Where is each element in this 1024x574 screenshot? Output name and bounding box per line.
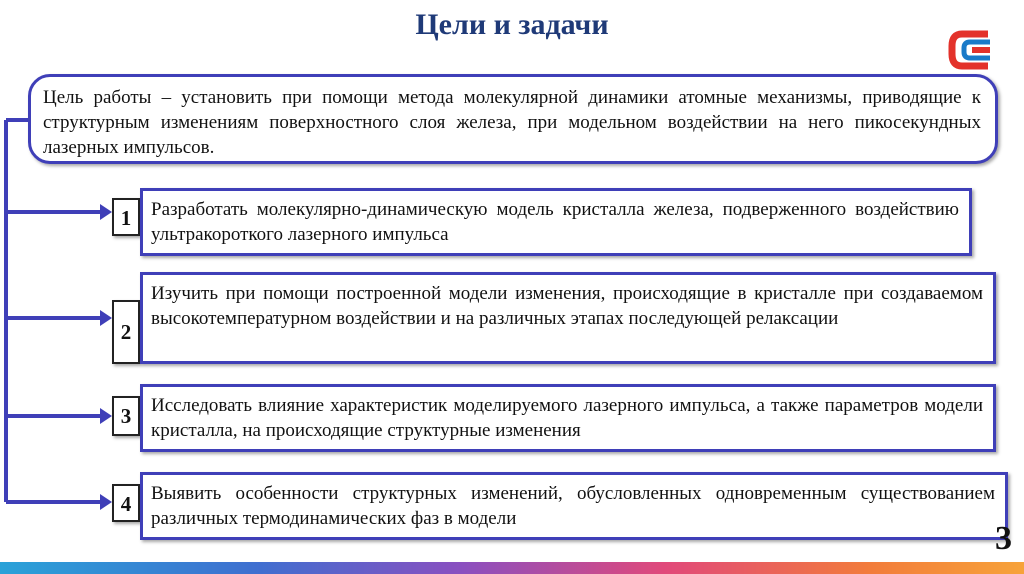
- task-number-4: 4: [112, 484, 140, 522]
- task-box-3: [140, 384, 996, 452]
- task-box-2: [140, 272, 996, 364]
- logo-icon: [948, 28, 996, 72]
- task-text-4: Выявить особенности структурных изменений, обусловленных одновременным существованием различных термодинамических фаз в модели: [151, 483, 995, 529]
- task-text-2: Изучить при помощи построенной модели изменения, происходящие в кристалле при создаваемом высокотемпературном воздействии и на различных этапах последующей релаксации: [151, 283, 983, 329]
- goal-text: Цель работы – установить при помощи метода молекулярной динамики атомные механизмы, приводящие к структурным изменениям поверхностного слоя железа, при модельном воздействии на него пикосекундных лазерных импульсов.: [43, 87, 981, 158]
- bottom-color-bar: [0, 562, 1024, 574]
- task-text-3: Исследовать влияние характеристик моделируемого лазерного импульса, а также параметров модели кристалла, на происходящие структурные изменения: [151, 395, 983, 441]
- task-box-4: [140, 472, 1008, 540]
- task-number-1: 1: [112, 198, 140, 236]
- page-number: 3: [995, 520, 1012, 557]
- slide-title: Цели и задачи: [415, 8, 609, 41]
- task-number-2: 2: [112, 300, 140, 364]
- task-text-1: Разработать молекулярно-динамическую модель кристалла железа, подверженного воздействию ультракороткого лазерного импульса: [151, 199, 959, 245]
- task-box-1: [140, 188, 972, 256]
- task-number-3: 3: [112, 396, 140, 436]
- goal-box: [28, 74, 998, 164]
